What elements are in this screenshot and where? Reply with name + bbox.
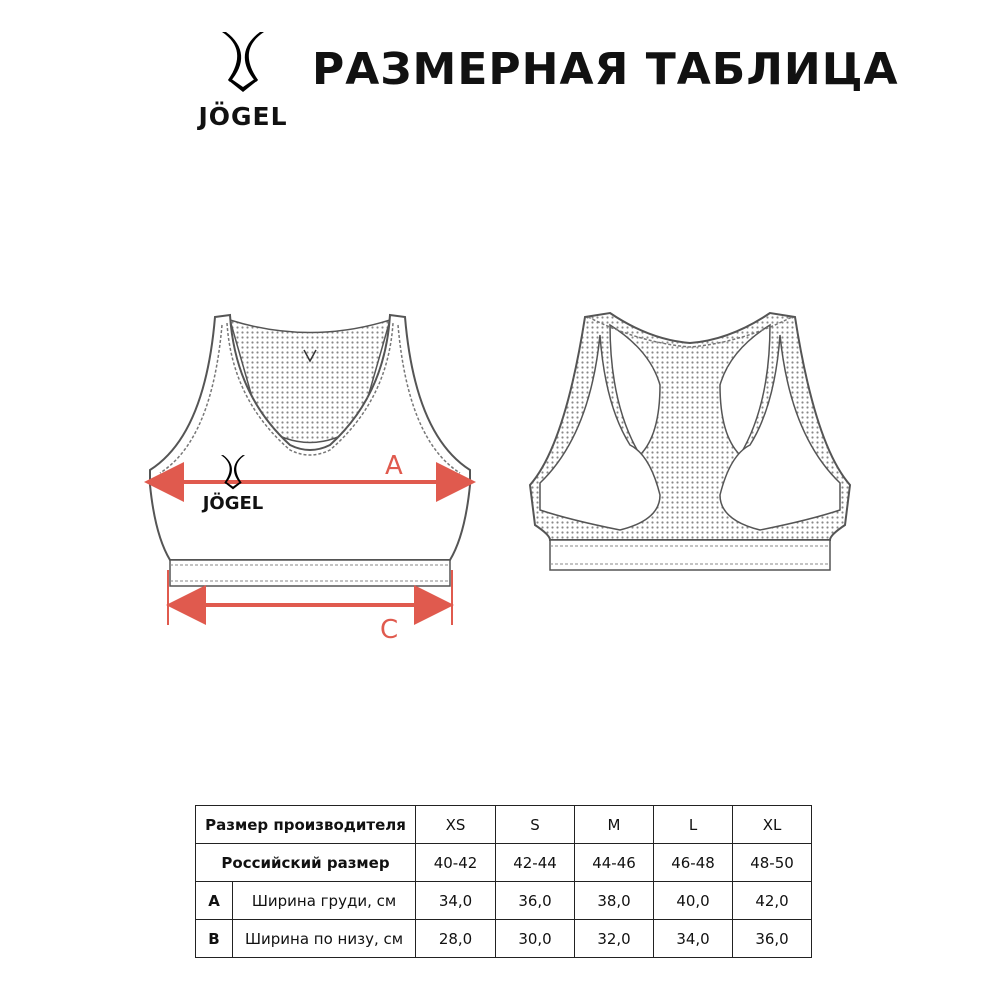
table-cell-size: XL: [733, 806, 812, 844]
table-cell-value: 28,0: [416, 920, 496, 958]
table-cell-size: L: [654, 806, 733, 844]
table-cell-value: 34,0: [416, 882, 496, 920]
table-cell-size: XS: [416, 806, 496, 844]
table-cell-value: 38,0: [575, 882, 654, 920]
table-cell-russian-size: 42-44: [496, 844, 575, 882]
table-cell-manufacturer-label: Размер производителя: [196, 806, 416, 844]
table-row-a: [196, 882, 812, 920]
table-cell-value: 36,0: [496, 882, 575, 920]
front-garment-illustration: [130, 295, 490, 655]
table-cell-key: A: [196, 882, 233, 920]
table-cell-value: 32,0: [575, 920, 654, 958]
size-table: [195, 805, 812, 958]
table-cell-value: 36,0: [733, 920, 812, 958]
table-cell-russian-size: 44-46: [575, 844, 654, 882]
front-logo-mark-icon: [218, 454, 248, 494]
table-cell-measure-label: Ширина груди, см: [233, 882, 416, 920]
table-row-manufacturer: [196, 806, 812, 844]
table-cell-russian-size: 46-48: [654, 844, 733, 882]
table-row-russian: [196, 844, 812, 882]
table-cell-russian-size: 48-50: [733, 844, 812, 882]
page-title: РАЗМЕРНАЯ ТАБЛИЦА: [312, 44, 899, 95]
brand-logo-text: JÖGEL: [198, 102, 288, 131]
table-cell-russian-label: Российский размер: [196, 844, 416, 882]
brand-logo: [188, 30, 298, 130]
front-garment-logo: [196, 454, 270, 516]
table-cell-value: 42,0: [733, 882, 812, 920]
dimension-label-c: C: [380, 615, 399, 645]
table-cell-russian-size: 40-42: [416, 844, 496, 882]
table-cell-value: 40,0: [654, 882, 733, 920]
table-cell-key: B: [196, 920, 233, 958]
table-cell-size: S: [496, 806, 575, 844]
dimension-label-a: A: [385, 451, 403, 481]
front-logo-text: JÖGEL: [202, 493, 264, 514]
table-cell-value: 30,0: [496, 920, 575, 958]
table-cell-size: M: [575, 806, 654, 844]
back-garment-illustration: [510, 295, 870, 605]
table-cell-value: 34,0: [654, 920, 733, 958]
table-cell-measure-label: Ширина по низу, см: [233, 920, 416, 958]
brand-logo-mark-icon: [218, 30, 268, 100]
table-row-b: [196, 920, 812, 958]
